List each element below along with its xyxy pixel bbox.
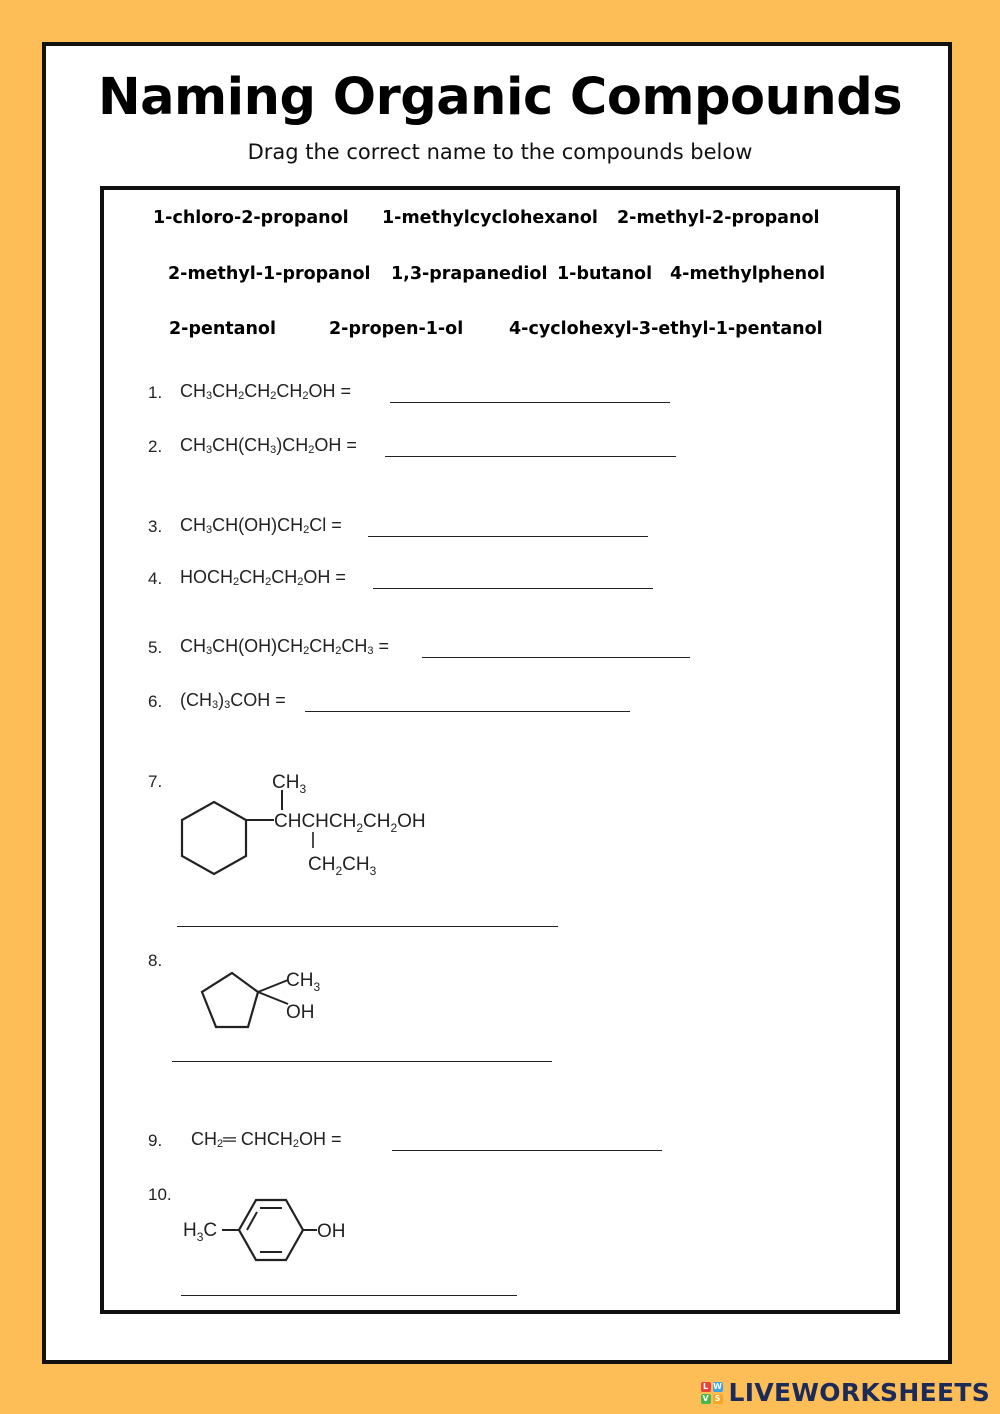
word-chip[interactable]: 1-butanol <box>557 264 653 284</box>
question-number: 10. <box>148 1185 172 1204</box>
logo-letter: V <box>702 1393 709 1403</box>
formula: $(CH_3)_3COH$ = <box>180 690 286 711</box>
structure-q8 <box>190 960 350 1040</box>
hydroxyl-label: OH <box>317 1221 346 1242</box>
logo-letter: L <box>701 1382 711 1392</box>
answer-blank-4[interactable] <box>373 568 653 589</box>
word-chip[interactable]: 2-methyl-2-propanol <box>617 208 820 228</box>
answer-blank-3[interactable] <box>368 516 648 537</box>
bond <box>258 992 288 1004</box>
logo-letter: S <box>713 1394 723 1404</box>
logo-letter: W <box>713 1381 722 1391</box>
question-number: 7. <box>148 772 163 791</box>
word-chip[interactable]: 2-propen-1-ol <box>329 319 464 339</box>
question-number: 5. <box>148 638 163 657</box>
answer-blank-9[interactable] <box>392 1130 662 1151</box>
question-number: 8. <box>148 951 163 970</box>
instructions: Drag the correct name to the compounds below <box>247 140 753 164</box>
answer-blank-6[interactable] <box>305 691 630 712</box>
answer-blank-10[interactable] <box>181 1275 517 1296</box>
logo-mark <box>701 1382 723 1404</box>
formula: $CH_3CH(CH_3)CH_2OH$ = <box>180 435 357 456</box>
hydroxyl-label: OH <box>286 1002 315 1023</box>
answer-blank-5[interactable] <box>422 637 690 658</box>
word-chip[interactable]: 1-methylcyclohexanol <box>382 208 598 228</box>
formula: $CH_3CH(OH)CH_2CH_2CH_3$ = <box>180 636 389 657</box>
formula: $CH_3CH_2CH_2CH_2OH$ = <box>180 381 352 402</box>
formula: $CH_3CH(OH)CH_2Cl$ = <box>180 515 342 536</box>
formula: $CH_2═$ $CHCH_2OH$ = <box>191 1129 342 1150</box>
question-number: 4. <box>148 569 163 588</box>
methyl-label: $H_3C$ <box>183 1220 218 1244</box>
bond <box>258 980 288 992</box>
cyclopentane-ring <box>202 973 258 1027</box>
answer-blank-8[interactable] <box>172 1041 552 1062</box>
brand-name: LIVEWORKSHEETS <box>728 1378 990 1407</box>
cyclohexane-ring <box>182 802 246 874</box>
answer-blank-1[interactable] <box>390 382 670 403</box>
question-number: 3. <box>148 517 163 536</box>
question-number: 9. <box>148 1131 163 1150</box>
word-chip[interactable]: 2-pentanol <box>169 319 276 339</box>
answer-blank-7[interactable] <box>177 906 558 927</box>
page-title: Naming Organic Compounds <box>97 68 903 127</box>
word-chip[interactable]: 2-methyl-1-propanol <box>168 264 371 284</box>
question-number: 6. <box>148 692 163 711</box>
word-chip[interactable]: 4-cyclohexyl-3-ethyl-1-pentanol <box>509 319 823 339</box>
structure-q10 <box>175 1190 395 1270</box>
word-chip[interactable]: 1-chloro-2-propanol <box>153 208 349 228</box>
liveworksheets-logo <box>701 1378 990 1407</box>
formula: $HOCH_2CH_2CH_2OH$ = <box>180 567 346 588</box>
methyl-label: $CH_3$ <box>286 970 321 994</box>
question-number: 1. <box>148 383 163 402</box>
word-chip[interactable]: 1,3-prapanediol <box>391 264 548 284</box>
structure-q7 <box>170 760 470 890</box>
word-chip[interactable]: 4-methylphenol <box>670 264 826 284</box>
chain-label: $CHCHCH_2CH_2OH$ <box>274 811 426 835</box>
question-number: 2. <box>148 437 163 456</box>
ethyl-label: $CH_2CH_3$ <box>308 854 377 878</box>
answer-blank-2[interactable] <box>385 436 676 457</box>
methyl-label: $CH_3$ <box>272 772 307 796</box>
